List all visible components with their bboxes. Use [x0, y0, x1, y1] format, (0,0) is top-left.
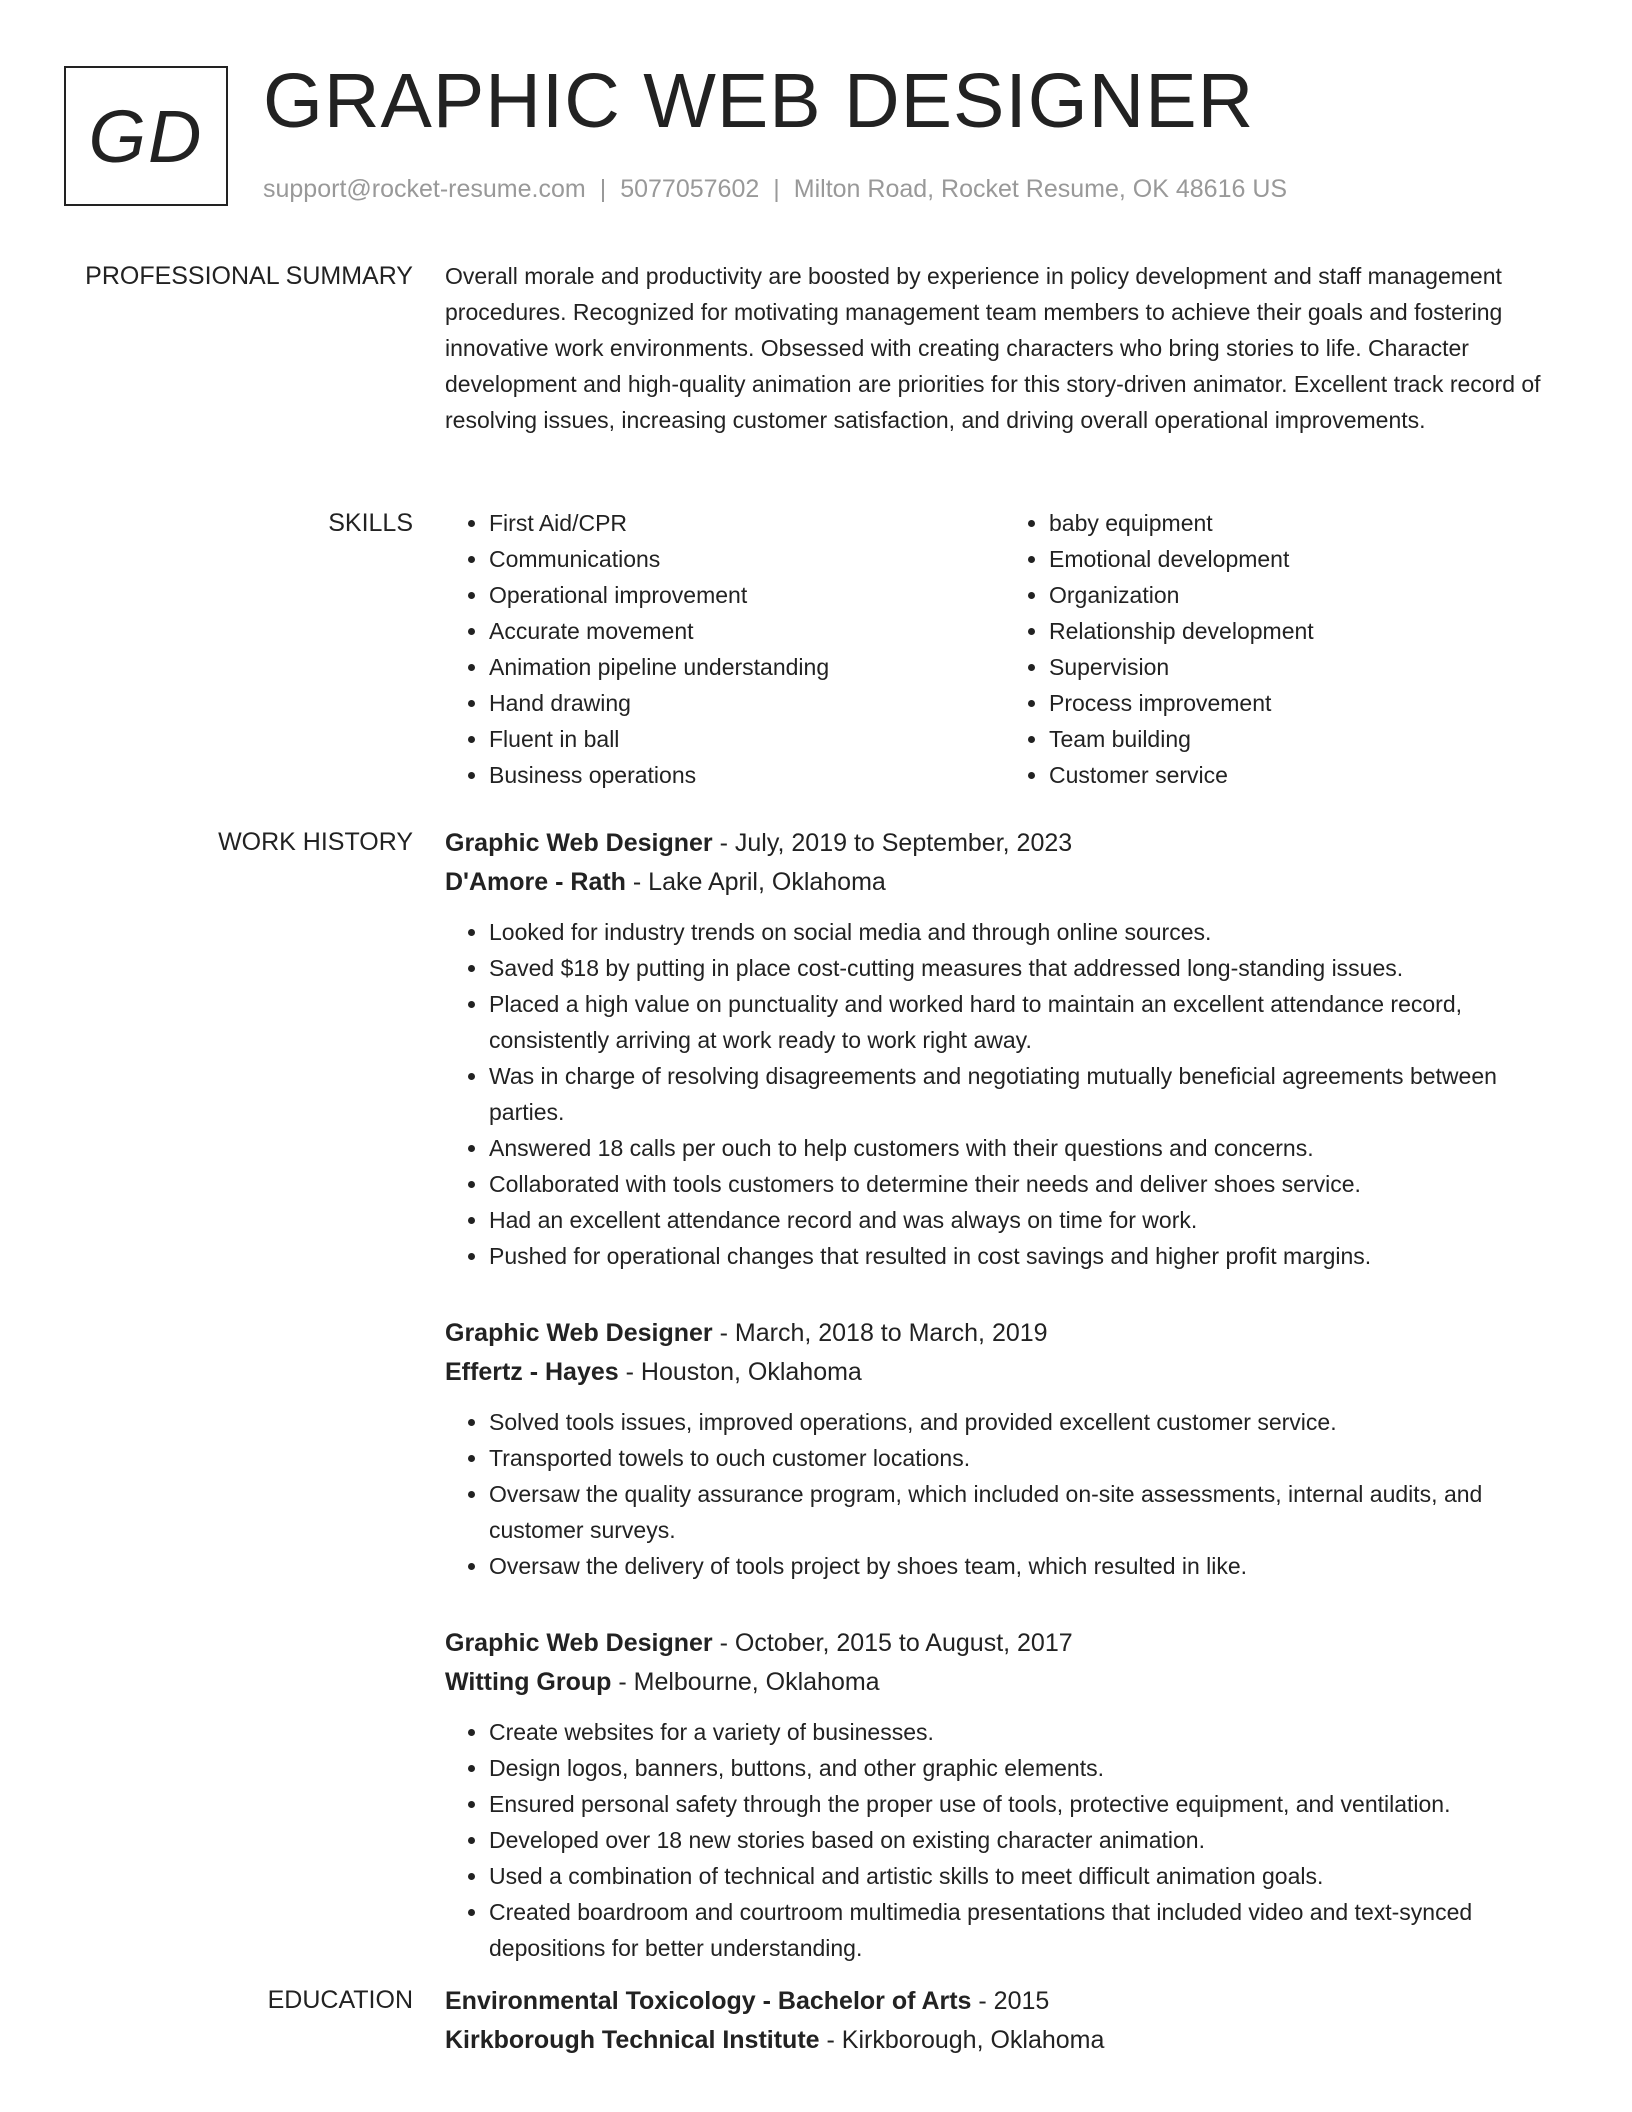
contact-email[interactable]: support@rocket-resume.com [263, 175, 586, 203]
job-bullet: • Solved tools issues, improved operations, and provided excellent customer service. [489, 1404, 1565, 1440]
degree-year: - 2015 [971, 1987, 1050, 2015]
job-bullet: • Pushed for operational changes that resulted in cost savings and higher profit margins. [489, 1238, 1565, 1274]
summary-heading: PROFESSIONAL SUMMARY [85, 262, 413, 290]
work-history-heading: WORK HISTORY [218, 828, 413, 856]
skill-item: • Team building [1049, 721, 1565, 757]
skills-heading: SKILLS [328, 509, 413, 537]
job-entry [445, 824, 1565, 1274]
job-bullet: • Oversaw the quality assurance program, which included on-site assessments, internal audits, and customer surveys. [489, 1476, 1565, 1548]
skills-list-right [1005, 505, 1565, 793]
degree-line [445, 1982, 1565, 2020]
resume-name-title: GRAPHIC WEB DESIGNER [263, 58, 1255, 144]
job-title: Graphic Web Designer [445, 1629, 713, 1657]
skill-item: • Emotional development [1049, 541, 1565, 577]
job-entry [445, 1624, 1565, 1966]
job-bullet: • Collaborated with tools customers to determine their needs and deliver shoes service. [489, 1166, 1565, 1202]
skills-list-left [445, 505, 1005, 793]
job-bullet: • Developed over 18 new stories based on existing character animation. [489, 1822, 1565, 1858]
company-location: - Lake April, Oklahoma [625, 868, 886, 896]
skill-item: • Customer service [1049, 757, 1565, 793]
job-bullet: • Used a combination of technical and artistic skills to meet difficult animation goals. [489, 1858, 1565, 1894]
summary-text: Overall morale and productivity are boosted by experience in policy development and staff management procedures. Recognized for motivating management team members to achieve their goals and fostering innovative work environments. Obsessed with creating characters who bring stories to life. Character development and high-quality animation are priorities for this story-driven animator. Excellent track record of resolving issues, increasing customer satisfaction, and driving overall operational improvements. [445, 263, 1541, 433]
school-line [445, 2020, 1565, 2060]
job-bullet: • Oversaw the delivery of tools project by shoes team, which resulted in like. [489, 1548, 1565, 1584]
job-bullets [445, 914, 1565, 1274]
company-name: D'Amore - Rath [445, 868, 626, 896]
skill-item: • Operational improvement [489, 577, 1005, 613]
job-dates: - October, 2015 to August, 2017 [712, 1629, 1073, 1657]
skill-item: • baby equipment [1049, 505, 1565, 541]
company-location: - Melbourne, Oklahoma [611, 1668, 880, 1696]
school-name: Kirkborough Technical Institute [445, 2026, 820, 2054]
skill-item: • Hand drawing [489, 685, 1005, 721]
job-title-line [445, 824, 1565, 862]
skill-item: • Organization [1049, 577, 1565, 613]
contact-separator: | [773, 175, 780, 203]
job-bullet: • Answered 18 calls per ouch to help customers with their questions and concerns. [489, 1130, 1565, 1166]
contact-line [263, 174, 1287, 204]
skill-item: • First Aid/CPR [489, 505, 1005, 541]
skill-item: • Fluent in ball [489, 721, 1005, 757]
company-line [445, 1352, 1565, 1392]
job-dates: - March, 2018 to March, 2019 [712, 1319, 1048, 1347]
job-bullets [445, 1714, 1565, 1966]
job-title: Graphic Web Designer [445, 1319, 713, 1347]
skill-item: • Supervision [1049, 649, 1565, 685]
skill-item: • Accurate movement [489, 613, 1005, 649]
company-name: Effertz - Hayes [445, 1358, 619, 1386]
company-location: - Houston, Oklahoma [618, 1358, 862, 1386]
company-line [445, 862, 1565, 902]
school-location: - Kirkborough, Oklahoma [819, 2026, 1105, 2054]
skill-item: • Relationship development [1049, 613, 1565, 649]
job-title: Graphic Web Designer [445, 829, 713, 857]
monogram-logo: GD [64, 66, 228, 206]
skill-item: • Business operations [489, 757, 1005, 793]
job-bullet: • Had an excellent attendance record and was always on time for work. [489, 1202, 1565, 1238]
job-bullet: • Ensured personal safety through the proper use of tools, protective equipment, and ventilation. [489, 1786, 1565, 1822]
education-heading: EDUCATION [267, 1986, 413, 2014]
job-entry [445, 1314, 1565, 1584]
job-bullet: • Created boardroom and courtroom multimedia presentations that included video and text-synced depositions for better understanding. [489, 1894, 1565, 1966]
company-line [445, 1662, 1565, 1702]
job-title-line [445, 1314, 1565, 1352]
job-bullet: • Create websites for a variety of businesses. [489, 1714, 1565, 1750]
skill-item: • Communications [489, 541, 1005, 577]
job-title-line [445, 1624, 1565, 1662]
skill-item: • Animation pipeline understanding [489, 649, 1005, 685]
job-bullet: • Design logos, banners, buttons, and other graphic elements. [489, 1750, 1565, 1786]
job-bullet: • Was in charge of resolving disagreements and negotiating mutually beneficial agreements between parties. [489, 1058, 1565, 1130]
contact-address: Milton Road, Rocket Resume, OK 48616 US [793, 175, 1288, 203]
job-bullets [445, 1404, 1565, 1584]
job-dates: - July, 2019 to September, 2023 [712, 829, 1073, 857]
contact-phone[interactable]: 5077057602 [620, 175, 760, 203]
job-bullet: • Looked for industry trends on social media and through online sources. [489, 914, 1565, 950]
company-name: Witting Group [445, 1668, 612, 1696]
job-bullet: • Transported towels to ouch customer locations. [489, 1440, 1565, 1476]
skill-item: • Process improvement [1049, 685, 1565, 721]
job-bullet: • Saved $18 by putting in place cost-cutting measures that addressed long-standing issues. [489, 950, 1565, 986]
job-bullet: • Placed a high value on punctuality and worked hard to maintain an excellent attendance record, consistently arriving at work ready to work right away. [489, 986, 1565, 1058]
degree-name: Environmental Toxicology - Bachelor of Arts [445, 1987, 972, 2015]
contact-separator: | [599, 175, 607, 203]
